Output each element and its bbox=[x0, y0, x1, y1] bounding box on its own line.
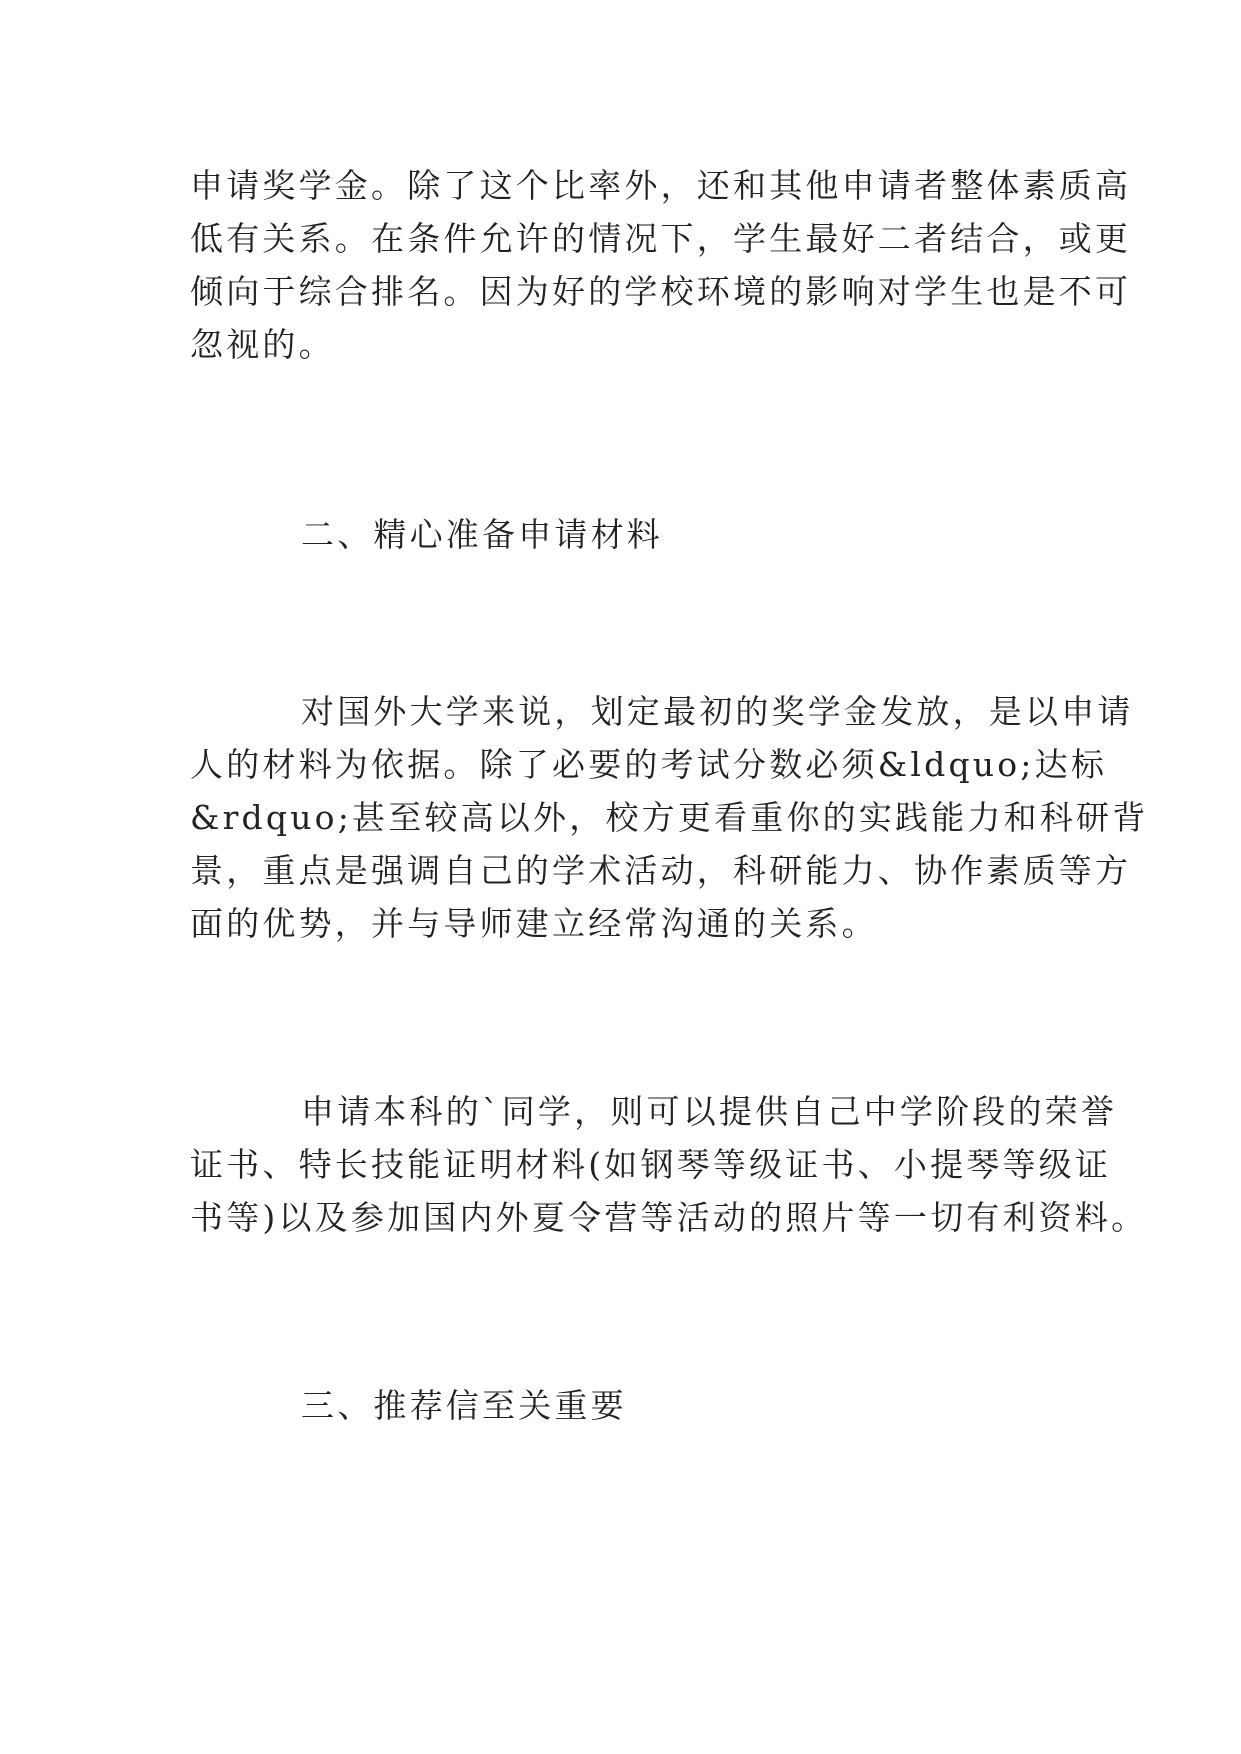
paragraph-2-line-5: 面的优势，并与导师建立经常沟通的关系。 bbox=[190, 904, 878, 943]
paragraph-2-line-2: 人的材料为依据。除了必要的考试分数必须&ldquo;达标 bbox=[190, 745, 1108, 784]
paragraph-1-line-2: 低有关系。在条件允许的情况下，学生最好二者结合，或更 bbox=[190, 219, 1132, 258]
paragraph-3-line-3: 书等)以及参加国内外夏令营等活动的照片等一切有利资料。 bbox=[190, 1198, 1148, 1237]
paragraph-1-line-4: 忽视的。 bbox=[190, 325, 335, 364]
paragraph-2-line-3: &rdquo;甚至较高以外，校方更看重你的实践能力和科研背 bbox=[190, 798, 1149, 837]
paragraph-1-line-3: 倾向于综合排名。因为好的学校环境的影响对学生也是不可 bbox=[190, 272, 1132, 311]
paragraph-1-line-1: 申请奖学金。除了这个比率外，还和其他申请者整体素质高 bbox=[190, 166, 1132, 205]
paragraph-2-line-4: 景，重点是强调自己的学术活动，科研能力、协作素质等方 bbox=[190, 851, 1132, 890]
section-heading-2: 二、精心准备申请材料 bbox=[301, 515, 663, 554]
section-heading-3: 三、推荐信至关重要 bbox=[301, 1386, 627, 1425]
paragraph-3-line-2: 证书、特长技能证明材料(如钢琴等级证书、小提琴等级证 bbox=[190, 1145, 1112, 1184]
paragraph-3-line-1: 申请本科的`同学，则可以提供自己中学阶段的荣誉 bbox=[301, 1092, 1118, 1131]
paragraph-2-line-1: 对国外大学来说，划定最初的奖学金发放，是以申请 bbox=[301, 692, 1134, 731]
